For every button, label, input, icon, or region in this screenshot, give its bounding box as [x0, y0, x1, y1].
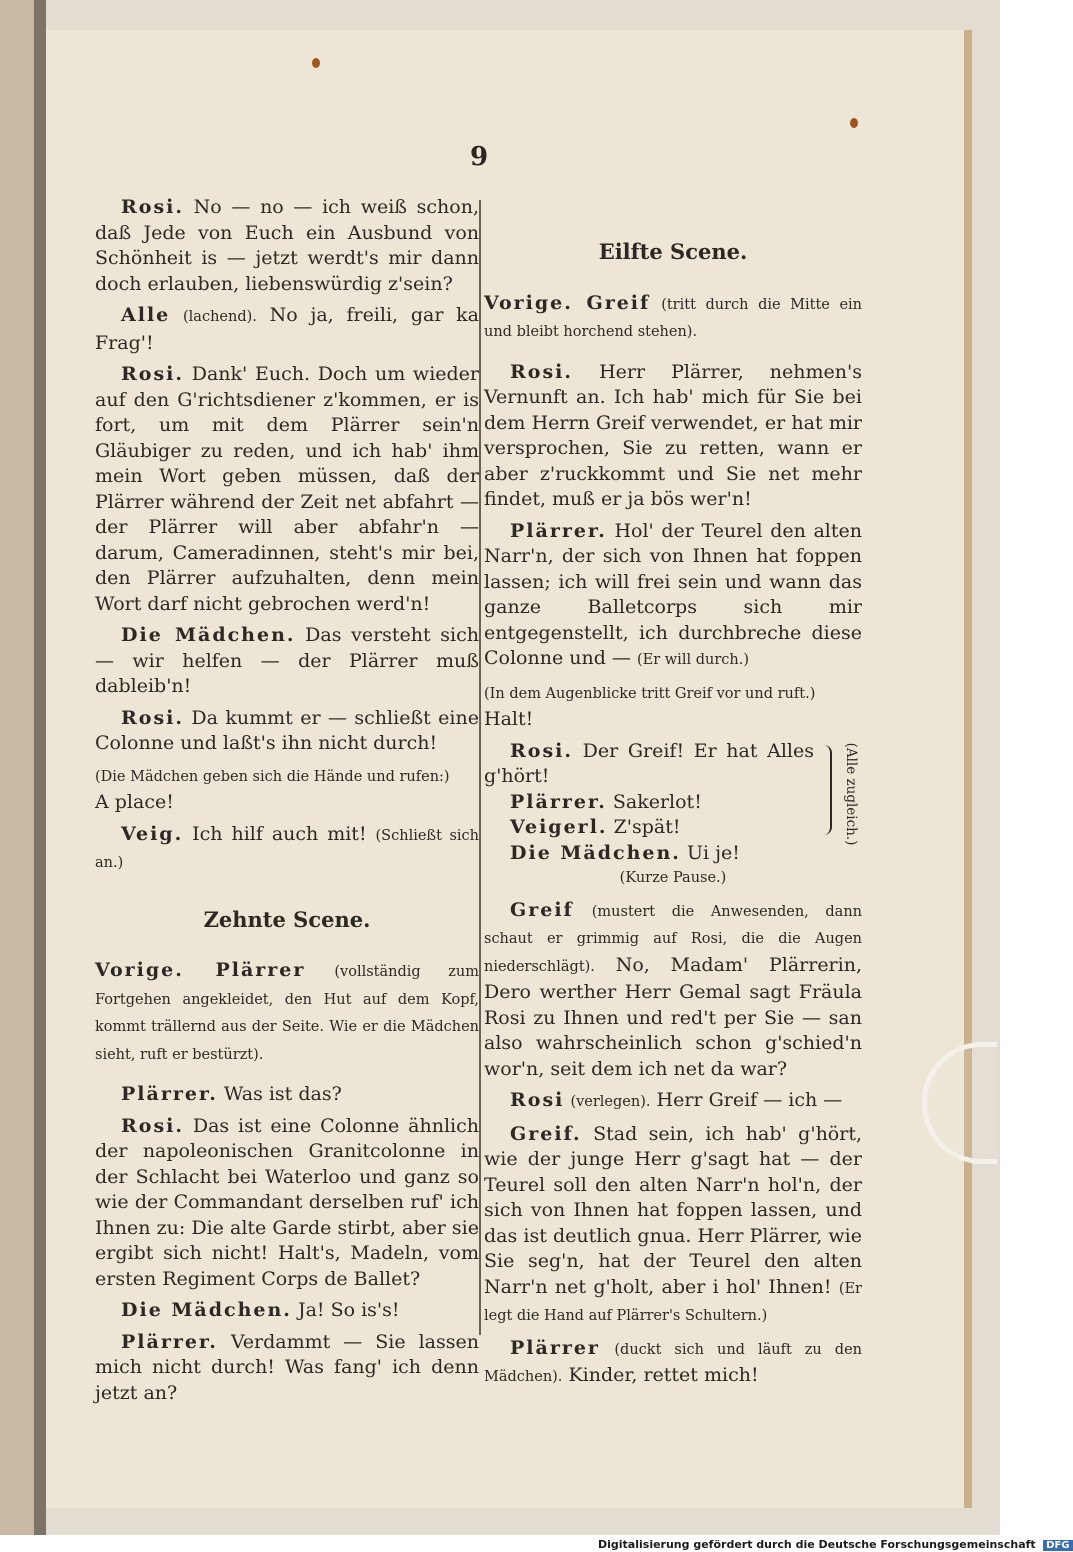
dialogue-text: Halt!	[484, 708, 534, 730]
speaker-name: Rosi.	[121, 706, 184, 729]
footer-credit	[598, 1538, 1073, 1551]
dialogue-line	[484, 1088, 862, 1116]
dialogue-text: Herr Greif — ich —	[656, 1089, 843, 1111]
dialogue-line	[95, 763, 479, 816]
dialogue-line	[95, 303, 479, 356]
dialogue-text: Kinder, rettet mich!	[568, 1364, 759, 1386]
speaker-name: Rosi.	[121, 1114, 184, 1137]
stage-direction: (vollständig zum Fortgehen angekleidet, den Hut auf dem Kopf, kommt trällernd aus der Seite. Wie er die Mädchen sieht, ruft er bestürzt).	[95, 964, 479, 1063]
dialogue-text: Verdammt — Sie lassen mich nicht durch! Was fang' ich denn jetzt an?	[95, 1330, 479, 1404]
ensemble-block	[484, 739, 862, 867]
side-note-text: (Alle zugleich.)	[842, 742, 859, 845]
speaker-name: Plärrer.	[121, 1330, 218, 1353]
pause-direction: (Kurze Pause.)	[619, 870, 727, 886]
dialogue-text: Stad sein, ich hab' g'hört, wie der junge Herr g'sagt hat — der Teurel soll den alten Narr'n hol'n, der sich von Ihnen hat foppen lassen, und das ist deutlich gnua. Herr Plärrer, wie Sie seg'n, hat der Teurel den alten Narr'n net g'holt, aber i hol' Ihnen!	[484, 1122, 863, 1298]
dialogue-line	[484, 898, 862, 1083]
stage-direction: (Die Mädchen geben sich die Hände und rufen:)	[95, 768, 450, 785]
book-gutter	[34, 0, 46, 1535]
stain-mark	[850, 118, 858, 128]
dialogue-text: Z'spät!	[613, 816, 681, 838]
dialogue-line	[95, 623, 479, 700]
stage-direction: (Er will durch.)	[636, 652, 749, 668]
curly-brace	[824, 745, 832, 835]
dialogue-text: Herr Plärrer, nehmen's Vernunft an. Ich hab' mich für Sie bei dem Herrn Greif verwendet, er hat mir versprochen, Sie zu retten, wann er aber z'ruckkommt und Sie net mehr findet, muß er ja bös wer'n!	[484, 360, 862, 510]
stain-mark	[312, 58, 320, 68]
speaker-name: Alle	[121, 304, 171, 326]
stage-direction: (verlegen).	[570, 1094, 651, 1110]
dialogue-text: Der Greif! Er hat Alles g'hört!	[484, 739, 814, 787]
dialogue-text: Sakerlot!	[612, 790, 702, 813]
footer-text: Digitalisierung gefördert durch die Deutsche Forschungsgemeinschaft	[598, 1538, 1036, 1551]
facing-page-edge	[0, 0, 34, 1535]
scene-heading: Zehnte Scene.	[203, 906, 371, 932]
speaker-name: Die Mädchen.	[121, 1299, 292, 1321]
dialogue-text: Das ist eine Colonne ähnlich der napoleonischen Granitcolonne in der Schlacht bei Waterloo und ganz so wie der Commandant derselben ruf' ich Ihnen zu: Die alte Garde stirbt, aber sie ergibt sich nicht! Halt's, Madeln, vom ersten Regiment Corps de Ballet?	[95, 1114, 479, 1290]
speaker-name: Plärrer	[510, 1336, 600, 1359]
speaker-name: Veig.	[121, 822, 184, 845]
dialogue-text: No — no — ich weiß schon, daß Jede von Euch ein Ausbund von Schönheit is — jetzt werdt's mir dann doch erlauben, liebenswürdig z'sein?	[95, 196, 479, 295]
dialogue-text: Was ist das?	[223, 1083, 342, 1105]
page-edge	[964, 30, 972, 1508]
stage-direction: (tritt durch die Mitte ein und bleibt horchend stehen).	[484, 296, 862, 340]
speaker-name: Vorige. Plärrer	[95, 959, 306, 981]
dfg-logo: DFG	[1043, 1540, 1072, 1551]
speaker-name: Rosi.	[510, 360, 573, 383]
speaker-name: Greif.	[510, 1122, 582, 1145]
speaker-name: Plärrer.	[510, 790, 607, 813]
dialogue-text: Ui je!	[686, 841, 740, 864]
dialogue-line	[95, 1330, 479, 1407]
left-column	[95, 195, 479, 1412]
speaker-name: Die Mädchen.	[121, 624, 296, 646]
dialogue-line	[95, 1298, 479, 1324]
dialogue-line	[484, 1336, 862, 1391]
dialogue-text: No ja, freili, gar ka Frag'!	[95, 304, 479, 354]
speaker-name: Vorige. Greif	[484, 291, 651, 314]
dialogue-text: Ich hilf auch mit!	[192, 822, 367, 845]
dialogue-line	[484, 841, 814, 867]
speaker-name: Rosi.	[510, 739, 573, 762]
stage-direction: (In dem Augenblicke tritt Greif vor und ruft.)	[484, 685, 816, 702]
scene-stage-direction	[95, 958, 479, 1068]
stage-direction: (lachend).	[183, 309, 257, 325]
dialogue-line	[95, 706, 479, 757]
dialogue-line	[95, 195, 479, 297]
dialogue-line	[484, 739, 814, 790]
dialogue-text: A place!	[95, 791, 174, 813]
speaker-name: Veigerl.	[510, 816, 608, 838]
speaker-name: Rosi.	[121, 363, 184, 385]
dialogue-line	[95, 362, 479, 617]
dialogue-line	[484, 1122, 862, 1330]
dialogue-line	[484, 815, 814, 841]
speaker-name: Plärrer.	[121, 1083, 218, 1105]
speaker-name: Plärrer.	[510, 519, 607, 542]
dialogue-text: Das versteht sich — wir helfen — der Plärrer muß dableib'n!	[95, 624, 479, 697]
dialogue-text: Da kummt er — schließt eine Colonne und laßt's ihn nicht durch!	[95, 706, 479, 754]
speaker-name: Die Mädchen.	[510, 841, 681, 864]
dialogue-line	[95, 822, 479, 877]
dialogue-text: No, Madam' Plärrerin, Dero werther Herr Gemal sagt Fräula Rosi zu Ihnen und red't per Sie — san also wahrscheinlich schon g'schied'n wor'n, seit dem ich net da war?	[484, 953, 862, 1080]
stage-direction: (duckt sich und läuft zu den Mädchen).	[484, 1341, 862, 1385]
page-number: 9	[470, 142, 489, 172]
ensemble-lines	[484, 739, 862, 867]
dialogue-text: Dank' Euch. Doch um wieder auf den G'richtsdiener z'kommen, er is fort, um mit dem Plärrer sein'n Gläubiger zu reden, und ich hab' ihm mein Wort geben müssen, daß der Plärrer während der Zeit net abfahrt — der Plärrer will aber abfahr'n — darum, Cameradinnen, steht's mir bei, den Plärrer aufzuhalten, denn mein Wort darf nicht gebrochen werd'n!	[95, 363, 479, 615]
speaker-name: Rosi.	[121, 196, 184, 218]
stage-direction: (Schließt sich an.)	[95, 827, 479, 871]
stage-direction: (mustert die Anwesenden, dann schaut er grimmig auf Rosi, die die Augen niederschlägt).	[484, 903, 863, 975]
right-column	[484, 195, 862, 1397]
speaker-name: Greif	[510, 898, 574, 921]
dialogue-line	[484, 680, 862, 733]
column-divider	[479, 200, 481, 1335]
side-note	[838, 742, 862, 845]
dialogue-line	[484, 790, 814, 816]
dialogue-line	[95, 1082, 479, 1108]
dialogue-line	[95, 1114, 479, 1293]
dialogue-text: Ja! So is's!	[297, 1299, 400, 1321]
dialogue-line	[484, 519, 862, 674]
scene-stage-direction	[484, 291, 862, 346]
speaker-name: Rosi	[510, 1089, 565, 1111]
dialogue-text: Hol' der Teurel den alten Narr'n, der sich von Ihnen hat foppen lassen; ich will frei sein und wann das ganze Balletcorps sich mir entgegenstellt, ich durchbreche diese Colonne und —	[484, 519, 863, 669]
dialogue-line	[484, 360, 862, 513]
scene-heading: Eilfte Scene.	[598, 239, 748, 264]
stage-direction: (Er legt die Hand auf Plärrer's Schultern.)	[484, 1280, 862, 1324]
